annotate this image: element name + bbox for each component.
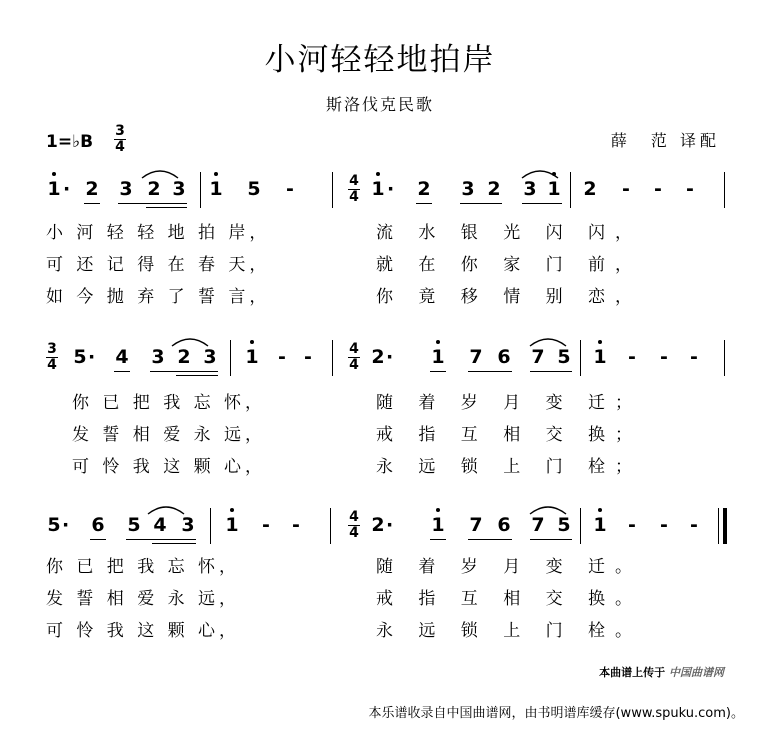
note: 4 bbox=[153, 514, 167, 536]
note: 5 bbox=[73, 346, 87, 368]
lyric-verse-3a: 可 怜 我 这 颗 心， bbox=[72, 457, 267, 477]
sustain-dash: - bbox=[686, 178, 694, 200]
note: 3 bbox=[172, 178, 186, 200]
note: 7 bbox=[531, 346, 545, 368]
note: 2 bbox=[147, 178, 161, 200]
sustain-dash: - bbox=[262, 514, 270, 536]
song-title: 小河轻轻地拍岸 bbox=[264, 42, 496, 78]
staff-line-1: 1 · 2 3 2 3 1 5 - 4 4 1 · 2 3 2 3 1 2 - - - bbox=[0, 178, 760, 218]
time-signature-change: 4 4 bbox=[349, 173, 359, 205]
sustain-dash: - bbox=[292, 514, 300, 536]
source-note: 本乐谱收录自中国曲谱网，由书明谱库缓存(www.spuku.com)。 bbox=[368, 706, 744, 721]
sustain-dash: - bbox=[628, 514, 636, 536]
note: 6 bbox=[497, 346, 511, 368]
note: 7 bbox=[469, 514, 483, 536]
lyric-verse-1a: 小 河 轻 轻 地 拍 岸， bbox=[46, 223, 271, 243]
note: 1 bbox=[547, 178, 561, 200]
note: 5 bbox=[557, 346, 571, 368]
note: 1 bbox=[47, 178, 61, 200]
note: 2 bbox=[85, 178, 99, 200]
lyric-verse-1a: 你 已 把 我 忘 怀， bbox=[72, 393, 267, 413]
note: 1 bbox=[225, 514, 239, 536]
sustain-dash: - bbox=[628, 346, 636, 368]
lyric-verse-2a: 发 誓 相 爱 永 远， bbox=[46, 589, 241, 609]
lyric-verse-3b: 你 竟 移 情 别 恋， bbox=[376, 287, 643, 307]
note: 7 bbox=[469, 346, 483, 368]
lyric-verse-2b: 戒 指 互 相 交 换； bbox=[376, 425, 643, 445]
note: 3 bbox=[523, 178, 537, 200]
lyric-verse-1a: 你 已 把 我 忘 怀， bbox=[46, 557, 241, 577]
note: 5 bbox=[47, 514, 61, 536]
upload-label: 本曲谱上传于 bbox=[599, 666, 666, 679]
note: 1 bbox=[371, 178, 385, 200]
translator-credit: 薛 范 译配 bbox=[610, 131, 720, 150]
sustain-dash: - bbox=[622, 178, 630, 200]
note: 1 bbox=[209, 178, 223, 200]
site-logo[interactable]: 中国曲谱网 bbox=[669, 666, 724, 679]
time-sig-bottom: 4 bbox=[115, 139, 125, 155]
lyric-verse-2b: 就 在 你 家 门 前， bbox=[376, 255, 643, 275]
note: 5 bbox=[557, 514, 571, 536]
note: 3 bbox=[151, 346, 165, 368]
lyric-verse-1b: 随 着 岁 月 变 迁。 bbox=[376, 557, 643, 577]
time-signature-change: 4 4 bbox=[349, 341, 359, 373]
upload-note bbox=[599, 664, 724, 680]
note: 1 bbox=[431, 346, 445, 368]
note: 1 bbox=[245, 346, 259, 368]
note: 3 bbox=[181, 514, 195, 536]
note: 4 bbox=[115, 346, 129, 368]
time-sig-top: 3 bbox=[115, 123, 125, 139]
lyric-verse-3b: 永 远 锁 上 门 栓。 bbox=[376, 621, 643, 641]
key-signature: 1=♭B bbox=[46, 132, 94, 152]
note: 2 bbox=[487, 178, 501, 200]
sustain-dash: - bbox=[286, 178, 294, 200]
lyric-verse-1b: 随 着 岁 月 变 迁； bbox=[376, 393, 643, 413]
note: 1 bbox=[593, 346, 607, 368]
lyric-verse-1b: 流 水 银 光 闪 闪， bbox=[376, 223, 643, 243]
note: 2 bbox=[417, 178, 431, 200]
lyric-verse-2b: 戒 指 互 相 交 换。 bbox=[376, 589, 643, 609]
note: 7 bbox=[531, 514, 545, 536]
sustain-dash: - bbox=[278, 346, 286, 368]
staff-line-3: 5 · 6 5 4 3 1 - - 4 4 2 · 1 7 6 7 5 1 - - - bbox=[0, 514, 760, 554]
lyric-verse-3a: 可 怜 我 这 颗 心， bbox=[46, 621, 241, 641]
sustain-dash: - bbox=[304, 346, 312, 368]
note: 6 bbox=[91, 514, 105, 536]
song-origin: 斯洛伐克民歌 bbox=[325, 95, 434, 114]
time-signature-back: 3 4 bbox=[47, 341, 57, 373]
lyric-verse-3a: 如 今 抛 弃 了 誓 言， bbox=[46, 287, 271, 307]
staff-line-2: 3 4 5 · 4 3 2 3 1 - - 4 4 2 · 1 7 6 7 5 1 - - - bbox=[0, 346, 760, 386]
note: 6 bbox=[497, 514, 511, 536]
lyric-verse-3b: 永 远 锁 上 门 栓； bbox=[376, 457, 643, 477]
sustain-dash: - bbox=[660, 514, 668, 536]
final-barline bbox=[723, 508, 727, 544]
note: 3 bbox=[119, 178, 133, 200]
note: 2 bbox=[371, 346, 385, 368]
note: 1 bbox=[593, 514, 607, 536]
note: 2 bbox=[583, 178, 597, 200]
note: 2 bbox=[371, 514, 385, 536]
note: 1 bbox=[431, 514, 445, 536]
note: 3 bbox=[461, 178, 475, 200]
note: 2 bbox=[177, 346, 191, 368]
sustain-dash: - bbox=[654, 178, 662, 200]
time-signature-change: 4 4 bbox=[349, 509, 359, 541]
note: 5 bbox=[127, 514, 141, 536]
lyric-verse-2a: 发 誓 相 爱 永 远， bbox=[72, 425, 267, 445]
lyric-verse-2a: 可 还 记 得 在 春 天， bbox=[46, 255, 271, 275]
sustain-dash: - bbox=[690, 346, 698, 368]
sustain-dash: - bbox=[660, 346, 668, 368]
time-signature-initial bbox=[112, 124, 128, 155]
sustain-dash: - bbox=[690, 514, 698, 536]
note: 3 bbox=[203, 346, 217, 368]
note: 5 bbox=[247, 178, 261, 200]
